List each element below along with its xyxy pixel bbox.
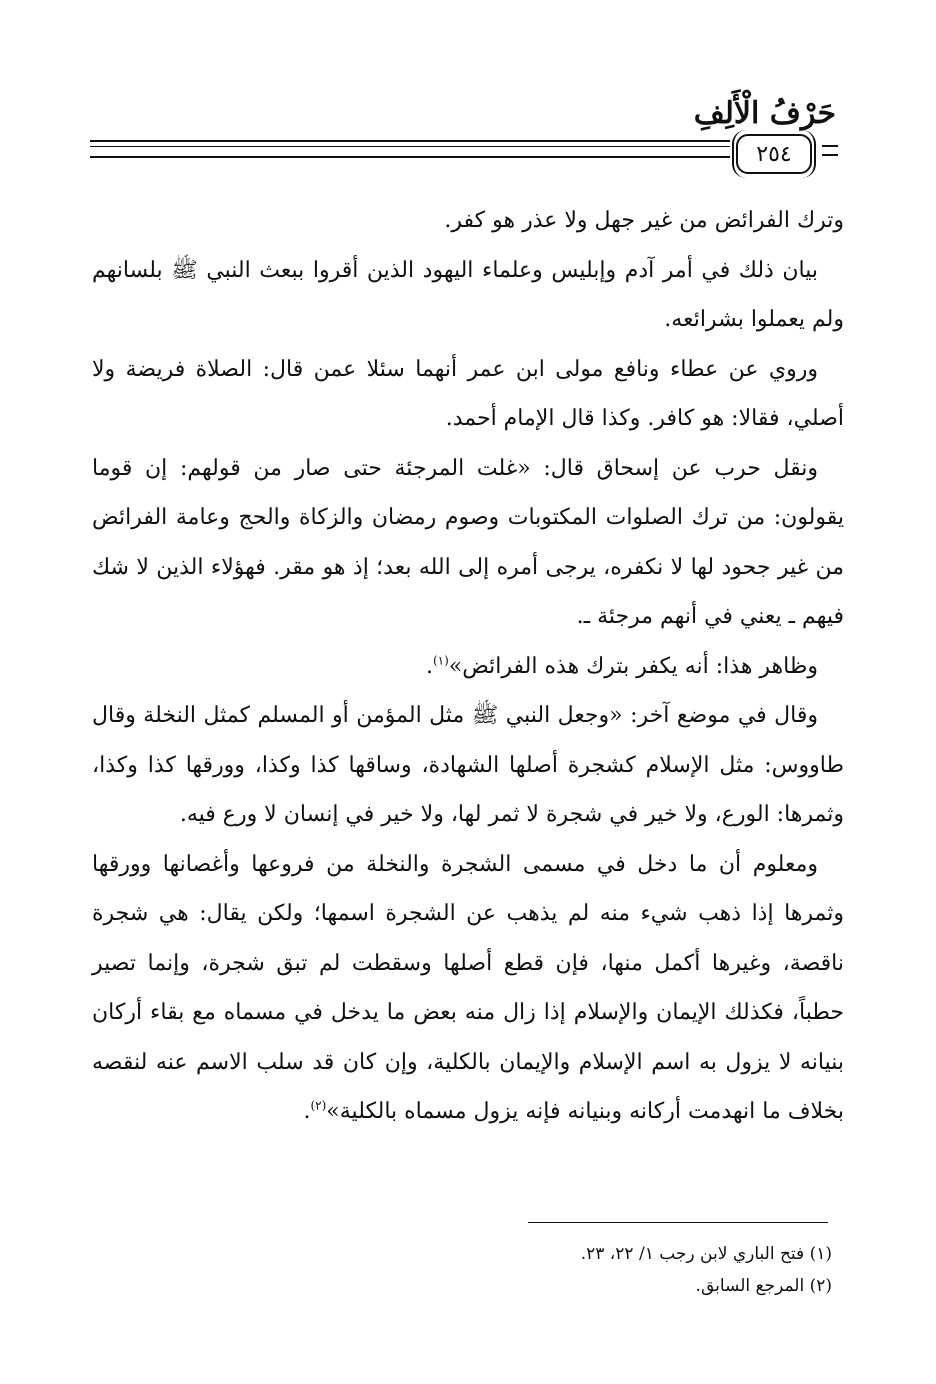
header-ornament [822,145,838,156]
footnotes [132,1238,832,1302]
paragraph-1: وترك الفرائض من غير جهل ولا عذر هو كفر. [444,208,844,233]
paragraph-4: ونقل حرب عن إسحاق قال: «غلت المرجئة حتى صار من قولهم: إن قوما يقولون: من ترك الصلوات المكتوبات وصوم رمضان والزكاة والحج وعامة الفرائض من غير جحود لها لا نكفره، يرجى أمره إلى الله بعد؛ إذ هو مقر. فهؤلاء الذين لا شك فيهم ـ يعني في أنهم مرجئة ـ. [92,455,844,629]
footnote-separator [528,1222,828,1223]
page-number [736,134,812,174]
footnote-ref-1[interactable]: (١) [432,653,449,668]
body-text [92,196,844,1137]
paragraph-5: وظاهر هذا: أنه يكفر بترك هذه الفرائض»$^{(١)}$. [425,653,818,679]
paragraph-2: بيان ذلك في أمر آدم وإبليس وعلماء اليهود الذين أقروا ببعث النبي ﷺ بلسانهم ولم يعملوا بشرائعه. [92,257,844,332]
footnote-1: (١) فتح الباري لابن رجب ١/ ٢٢، ٢٣. [580,1244,832,1264]
footnote-ref-2[interactable]: (٢) [310,1098,327,1113]
header-rule [90,140,730,158]
footnote-2: (٢) المرجع السابق. [695,1276,832,1296]
paragraph-7: ومعلوم أن ما دخل في مسمى الشجرة والنخلة من فروعها وأغصانها وورقها وثمرها إذا ذهب شيء منه لم يذهب عن الشجرة اسمها؛ ولكن يقال: هي شجرة ناقصة، وغيرها أكمل منها، فإن قطع أصلها وسقطت لم تبق شجرة، وإنما تصير حطباً، فكذلك الإيمان والإسلام إذا زال منه بعض ما يدخل في مسماه مع بقاء أركان بنيانه لا يزول به اسم الإسلام والإيمان بالكلية، وإن كان قد سلب الاسم عنه لنقصه بخلاف ما انهدمت أركانه وبنيانه فإنه يزول مسماه بالكلية»$^{(٢)}$. [92,851,844,1124]
chapter-title: حَرْفُ الْأَلِفِ [693,96,836,131]
paragraph-3: وروي عن عطاء ونافع مولى ابن عمر أنهما سئلا عمن قال: الصلاة فريضة ولا أصلي، فقالا: هو كافر. وكذا قال الإمام أحمد. [92,356,844,431]
page-number-label: ٢٥٤ [756,141,792,167]
paragraph-6: وقال في موضع آخر: «وجعل النبي ﷺ مثل المؤمن أو المسلم كمثل النخلة وقال طاووس: مثل الإسلام كشجرة أصلها الشهادة، وساقها كذا وكذا، وورقها كذا وكذا، وثمرها: الورع، ولا خير في شجرة لا ثمر لها، ولا خير في إنسان لا ورع فيه. [92,703,844,827]
